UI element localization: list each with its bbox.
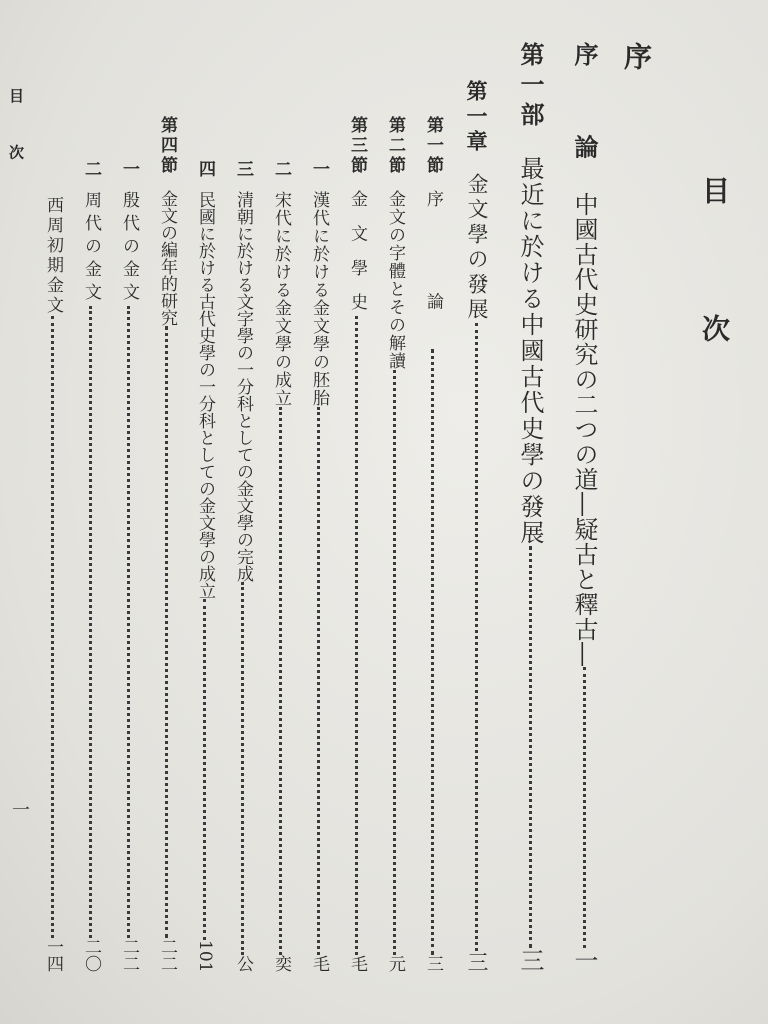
entry-title: 最近に於ける中國古代史學の發展 bbox=[516, 156, 544, 546]
toc-entry-preface: 序 bbox=[620, 42, 653, 70]
toc-entry-part-1 bbox=[516, 42, 545, 972]
leader-dots bbox=[393, 370, 396, 955]
leader-dots bbox=[317, 407, 320, 955]
entry-page: 公 bbox=[233, 955, 253, 972]
entry-label: 第三節 bbox=[347, 116, 367, 176]
entry-title: 金 文 學 史 bbox=[347, 190, 367, 317]
entry-page: 三 bbox=[516, 948, 544, 972]
entry-page: 二二 bbox=[157, 938, 177, 972]
toc-entry-section-3 bbox=[348, 116, 365, 972]
leader-dots bbox=[89, 306, 92, 938]
leader-dots bbox=[279, 407, 282, 955]
toc-heading: 目 次 bbox=[698, 176, 731, 392]
entry-title: 宋代に於ける金文學の成立 bbox=[271, 191, 291, 407]
entry-label: 第一章 bbox=[464, 80, 489, 155]
running-header: 目 次 bbox=[7, 88, 25, 178]
entry-page: 三 bbox=[465, 951, 489, 972]
leader-dots bbox=[203, 599, 206, 940]
entry-page: 元 bbox=[385, 955, 405, 972]
toc-entry-subsection-2 bbox=[272, 160, 289, 972]
leader-dots bbox=[51, 316, 54, 938]
entry-label: 二 bbox=[81, 160, 101, 177]
entry-page: 毛 bbox=[347, 955, 367, 972]
entry-page: 一 bbox=[570, 948, 598, 972]
entry-title: 殷代の金文 bbox=[119, 191, 139, 306]
entry-label: 一 bbox=[309, 160, 329, 177]
toc-entry-chapter-1 bbox=[466, 80, 487, 972]
entry-title: 金文の編年的研究 bbox=[157, 190, 177, 326]
entry-label: 四 bbox=[195, 160, 215, 177]
toc-entry-item-western-zhou bbox=[44, 196, 61, 972]
entry-title: 民國に於ける古代史學の一分科としての金文學の成立 bbox=[195, 191, 215, 599]
leader-dots bbox=[583, 667, 586, 948]
entry-label: 第四節 bbox=[157, 116, 177, 176]
leader-dots bbox=[431, 349, 434, 955]
entry-title: 周代の金文 bbox=[81, 191, 101, 306]
entry-label: 第一節 bbox=[423, 116, 443, 176]
leader-dots bbox=[165, 326, 168, 938]
entry-title: 金文の字體とその解讀 bbox=[385, 190, 405, 370]
toc-entry-subsection-1 bbox=[310, 160, 327, 972]
entry-page: 101 bbox=[195, 939, 215, 972]
entry-title: 西周初期金文 bbox=[43, 196, 63, 316]
toc-entry-subsection-3 bbox=[234, 160, 251, 972]
entry-page: 一四 bbox=[43, 938, 63, 972]
folio-number: 一 bbox=[9, 800, 30, 818]
entry-label: 第一部 bbox=[516, 42, 545, 132]
toc-entry-subsection-5 bbox=[120, 160, 137, 972]
entry-title: 中國古代史研究の二つの道―疑古と釋古― bbox=[570, 192, 598, 668]
entry-label: 三 bbox=[233, 160, 253, 177]
leader-dots bbox=[355, 316, 358, 955]
entry-title: 金文學の發展 bbox=[465, 173, 489, 323]
entry-label: 一 bbox=[119, 160, 139, 177]
toc-entry-subsection-6 bbox=[82, 160, 99, 972]
entry-page: 二二 bbox=[119, 938, 139, 972]
toc-entry-introduction bbox=[570, 42, 599, 972]
toc-entry-section-1 bbox=[424, 116, 441, 972]
entry-page: 二〇 bbox=[81, 938, 101, 972]
entry-title: 序 論 bbox=[423, 190, 443, 350]
entry-label: 二 bbox=[271, 160, 291, 177]
entry-page: 毛 bbox=[309, 955, 329, 972]
leader-dots bbox=[475, 323, 478, 951]
entry-title: 清朝に於ける文字學の一分科としての金文學の完成 bbox=[233, 191, 253, 582]
leader-dots bbox=[241, 582, 244, 955]
entry-title: 漢代に於ける金文學の胚胎 bbox=[309, 191, 329, 407]
toc-entry-section-4 bbox=[158, 116, 175, 972]
toc-entry-section-2 bbox=[386, 116, 403, 972]
entry-label: 序 論 bbox=[570, 42, 599, 189]
toc-entry-subsection-4 bbox=[196, 160, 213, 972]
entry-page: 三 bbox=[423, 955, 443, 972]
entry-page: 奕 bbox=[271, 955, 291, 972]
leader-dots bbox=[529, 546, 532, 948]
entry-label: 第二節 bbox=[385, 116, 405, 176]
leader-dots bbox=[127, 306, 130, 938]
